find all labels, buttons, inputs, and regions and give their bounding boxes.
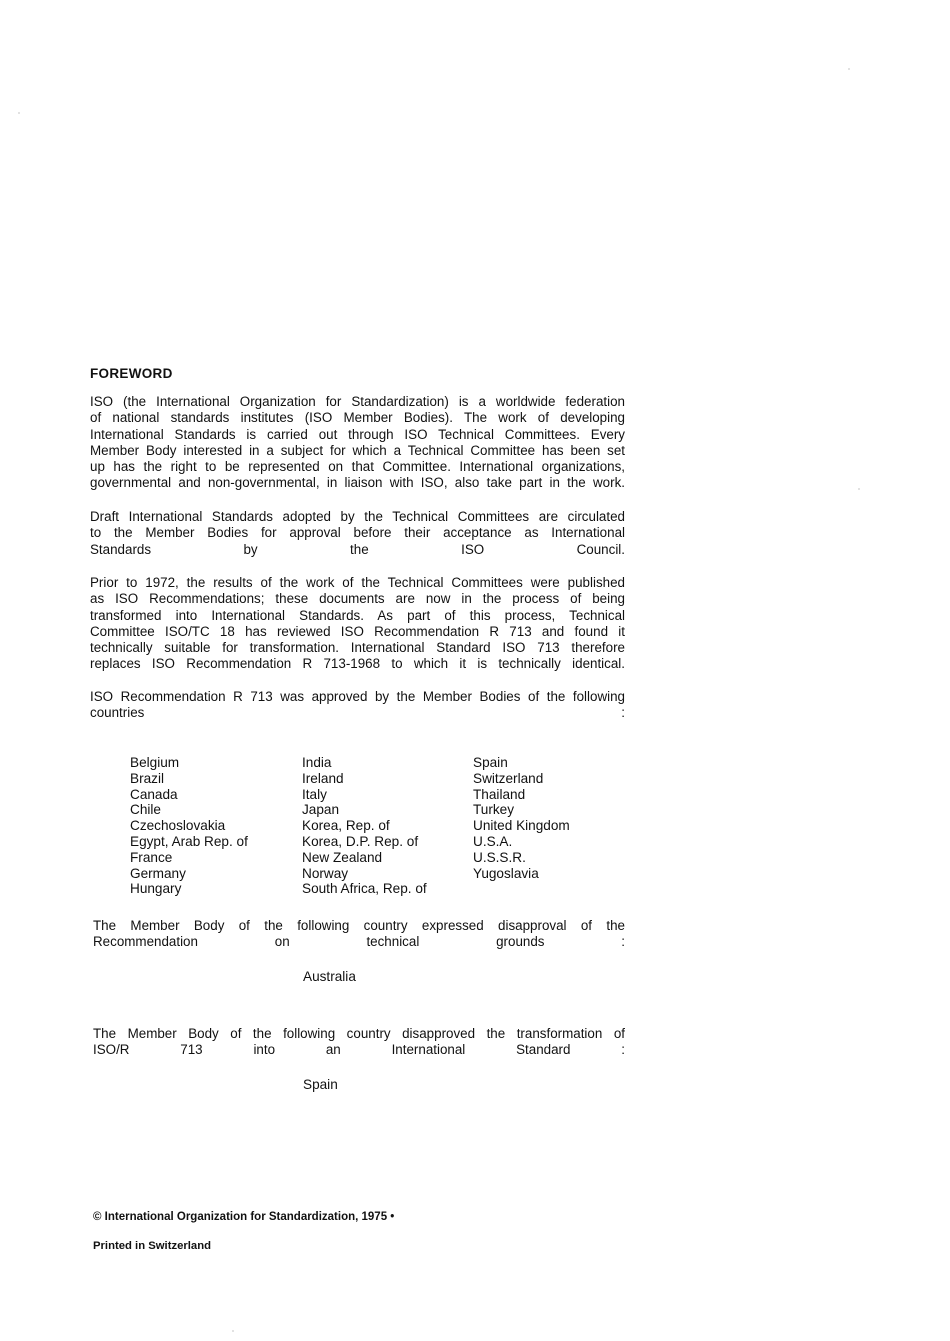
- paragraph-disapproval-technical: [93, 918, 625, 951]
- text-line: Draft International Standards adopted by the Technical Committees are circulated: [90, 509, 625, 524]
- text-line: as ISO Recommendations; these documents are now in the process of being: [90, 591, 625, 607]
- scan-speck: [848, 68, 850, 70]
- paragraph-iso-intro: [90, 394, 625, 492]
- country-name: South Africa, Rep. of: [302, 881, 427, 897]
- text-line: Member Body interested in a subject for which a Technical Committee has been set: [90, 442, 625, 458]
- country-name: U.S.S.R.: [473, 849, 526, 865]
- country-name: New Zealand: [302, 849, 383, 865]
- text-line: The Member Body of the following country disapproved the transformation of: [93, 1026, 625, 1041]
- scan-speck: [18, 112, 20, 114]
- country-name: Egypt, Arab Rep. of: [130, 833, 248, 849]
- country-name: Chile: [130, 802, 161, 818]
- country-name: Czechoslovakia: [130, 818, 226, 834]
- country-name: Turkey: [473, 802, 515, 818]
- country-name: Korea, D.P. Rep. of: [302, 833, 419, 849]
- country-name: Italy: [302, 786, 327, 802]
- country-name: Norway: [302, 865, 349, 881]
- countries-column-2: [302, 755, 427, 897]
- countries-column-3: [473, 755, 570, 881]
- copyright-notice: © International Organization for Standardization, 1975 •: [93, 1211, 395, 1223]
- paragraph-disapproval-transformation: [93, 1026, 625, 1059]
- text-line: of national standards institutes (ISO Member Bodies). The work of developing: [90, 410, 625, 426]
- country-name: U.S.A.: [473, 833, 513, 849]
- country-name: Japan: [302, 802, 340, 818]
- transformation-disapproval-country: Spain: [303, 1077, 338, 1092]
- text-line: countries :: [90, 705, 625, 721]
- text-line: ISO (the International Organization for Standardization) is a worldwide federation: [90, 394, 625, 409]
- printed-notice: Printed in Switzerland: [93, 1240, 212, 1252]
- text-line: governmental and non-governmental, in liaison with ISO, also take part in the work.: [90, 475, 625, 491]
- country-name: Switzerland: [473, 770, 544, 786]
- countries-column-1: [130, 755, 248, 897]
- country-name: Germany: [130, 865, 186, 881]
- paragraph-approval: [90, 689, 625, 722]
- disapproval-country: Australia: [303, 969, 356, 984]
- text-line: ISO Recommendation R 713 was approved by the Member Bodies of the following: [90, 689, 625, 704]
- text-line: The Member Body of the following country expressed disapproval of the: [93, 918, 625, 933]
- country-name: United Kingdom: [473, 818, 570, 834]
- foreword-heading: FOREWORD: [90, 366, 173, 381]
- text-line: transformed into International Standards. As part of this process, Technical: [90, 607, 625, 623]
- text-line: Committee ISO/TC 18 has reviewed ISO Recommendation R 713 and found it: [90, 623, 625, 639]
- country-name: Hungary: [130, 881, 182, 897]
- country-name: India: [302, 755, 332, 770]
- text-line: International Standards is carried out through ISO Technical Committees. Every: [90, 426, 625, 442]
- text-line: Recommendation on technical grounds :: [93, 934, 625, 950]
- country-name: Korea, Rep. of: [302, 818, 390, 834]
- text-line: technically suitable for transformation. International Standard ISO 713 therefore: [90, 640, 625, 656]
- country-name: Brazil: [130, 770, 164, 786]
- paragraph-transformation: [90, 575, 625, 673]
- text-line: ISO/R 713 into an International Standard :: [93, 1042, 625, 1058]
- country-name: Spain: [473, 755, 508, 770]
- country-name: Thailand: [473, 786, 526, 802]
- country-name: Belgium: [130, 755, 180, 770]
- country-name: Yugoslavia: [473, 865, 539, 881]
- scan-speck: [858, 488, 860, 490]
- scan-speck: [232, 1330, 234, 1332]
- country-name: Canada: [130, 786, 178, 802]
- text-line: to the Member Bodies for approval before their acceptance as International: [90, 525, 625, 541]
- paragraph-draft-standards: [90, 509, 625, 558]
- text-line: Prior to 1972, the results of the work of the Technical Committees were published: [90, 575, 625, 590]
- country-name: Ireland: [302, 770, 344, 786]
- text-line: Standards by the ISO Council.: [90, 541, 625, 557]
- country-name: France: [130, 849, 173, 865]
- text-line: replaces ISO Recommendation R 713-1968 to which it is technically identical.: [90, 656, 625, 672]
- text-line: up has the right to be represented on that Committee. International organizations,: [90, 459, 625, 475]
